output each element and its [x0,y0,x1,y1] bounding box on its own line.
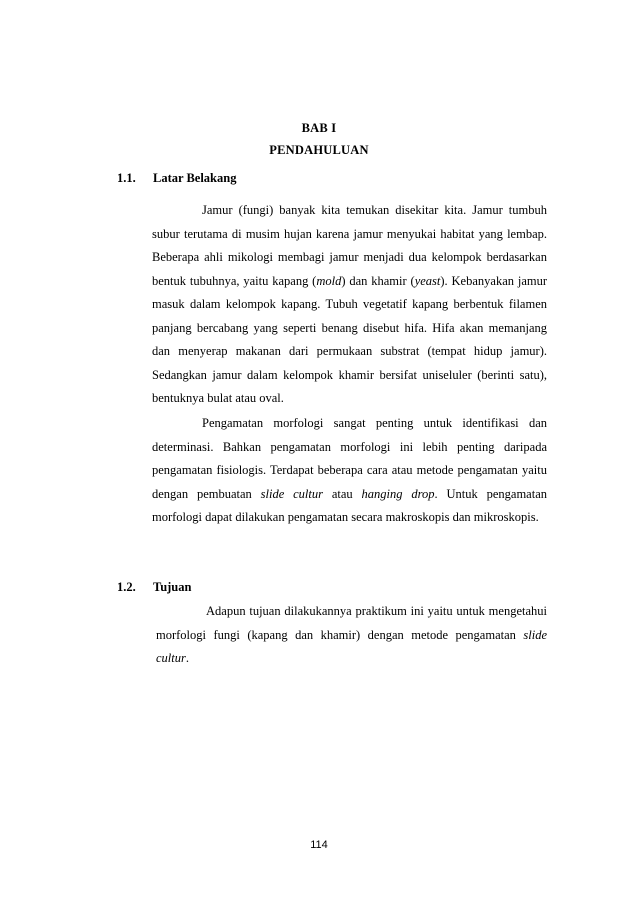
italic-term: slide cultur [260,486,323,501]
italic-term: hanging drop [361,486,435,501]
page-number: 114 [310,839,328,851]
italic-term: yeast [414,273,441,288]
section-heading-2 [117,580,191,595]
section-number: 1.1. [117,171,136,185]
section-heading-1 [117,171,236,186]
section-title: Latar Belakang [153,171,237,185]
chapter-title: PENDAHULUAN [269,143,369,157]
paragraph-latar-belakang-2: Pengamatan morfologi sangat penting untuk identifikasi dan determinasi. Bahkan pengamatan morfologi ini lebih penting daripada pengamatan fisiologis. Terdapat beberapa cara atau metode pengamatan yaitu dengan pembuatan slide cultur atau hanging drop. Untuk pengamatan morfologi dapat dilakukan pengamatan secara makroskopis dan mikroskopis. [152,416,547,524]
italic-term: slide cultur [156,627,547,665]
paragraph-tujuan: Adapun tujuan dilakukannya praktikum ini yaitu untuk mengetahui morfologi fungi (kapang dan khamir) dengan metode pengamatan slide cultur. [156,604,547,665]
section-number: 1.2. [117,580,136,594]
section-title: Tujuan [153,580,192,594]
chapter-number: BAB I [301,121,337,135]
italic-term: mold [316,273,342,288]
paragraph-latar-belakang-1: Jamur (fungi) banyak kita temukan disekitar kita. Jamur tumbuh subur terutama di musim hujan karena jamur menyukai habitat yang lembap. Beberapa ahli mikologi membagi jamur menjadi dua kelompok berdasarkan bentuk tubuhnya, yaitu kapang (mold) dan khamir (yeast). Kebanyakan jamur masuk dalam kelompok kapang. Tubuh vegetatif kapang berbentuk filamen panjang bercabang yang seperti benang disebut hifa. Hifa akan memanjang dan menyerap makanan dari permukaan substrat (tempat hidup jamur). Sedangkan jamur dalam kelompok khamir bersifat uniseluler (berinti satu), bentuknya bulat atau oval. [152,203,547,405]
